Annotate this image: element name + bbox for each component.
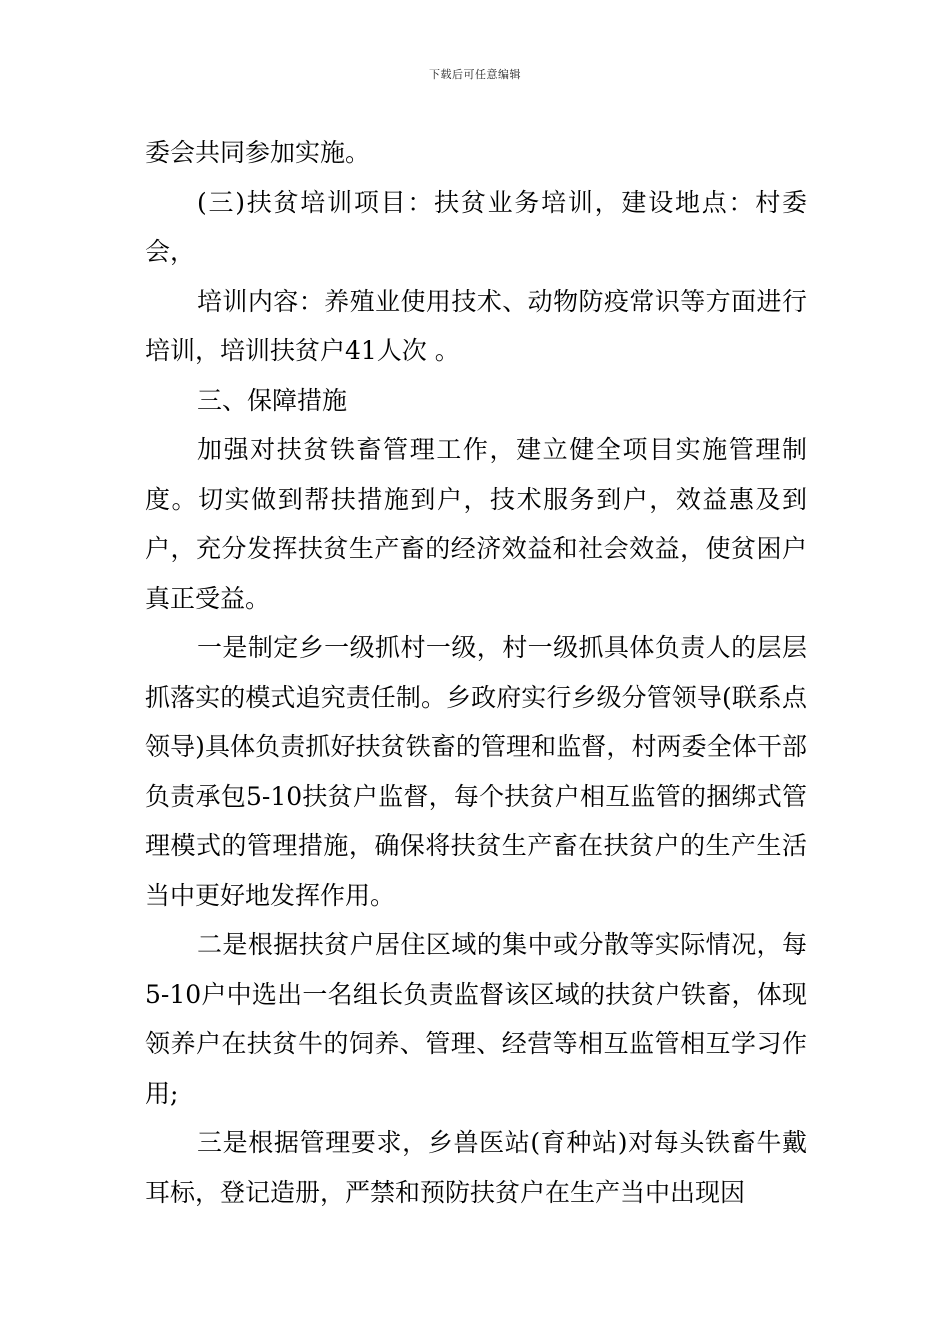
page-header-note: 下载后可任意编辑 <box>429 68 521 81</box>
paragraph-measure-one: 一是制定乡一级抓村一级，村一级抓具体负责人的层层抓落实的模式追究责任制。乡政府实行乡级分管领导(联系点领导)具体负责抓好扶贫铁畜的管理和监督，村两委全体干部负责承包5-10扶贫户监督，每个扶贫户相互监管的捆绑式管理模式的管理措施，确保将扶贫生产畜在扶贫户的生产生活当中更好地发挥作用。 <box>145 633 807 910</box>
paragraph-training-project: (三)扶贫培训项目：扶贫业务培训，建设地点：村委会， <box>145 187 807 266</box>
paragraph-management: 加强对扶贫铁畜管理工作，建立健全项目实施管理制度。切实做到帮扶措施到户，技术服务到户，效益惠及到户，充分发挥扶贫生产畜的经济效益和社会效益，使贫困户真正受益。 <box>145 435 807 613</box>
paragraph-measure-two: 二是根据扶贫户居住区域的集中或分散等实际情况，每5-10户中选出一名组长负责监督该区域的扶贫户铁畜，体现领养户在扶贫牛的饲养、管理、经营等相互监管相互学习作用; <box>145 930 807 1108</box>
paragraph-continuation: 委会共同参加实施。 <box>145 138 371 167</box>
paragraph-measure-three: 三是根据管理要求，乡兽医站(育种站)对每头铁畜牛戴耳标，登记造册，严禁和预防扶贫户在生产当中出现因 <box>145 1128 807 1207</box>
paragraph-training-content: 培训内容：养殖业使用技术、动物防疫常识等方面进行培训，培训扶贫户41人次 。 <box>145 286 807 365</box>
section-heading-safeguards: 三、保障措施 <box>197 385 348 415</box>
document-body <box>145 128 807 1217</box>
